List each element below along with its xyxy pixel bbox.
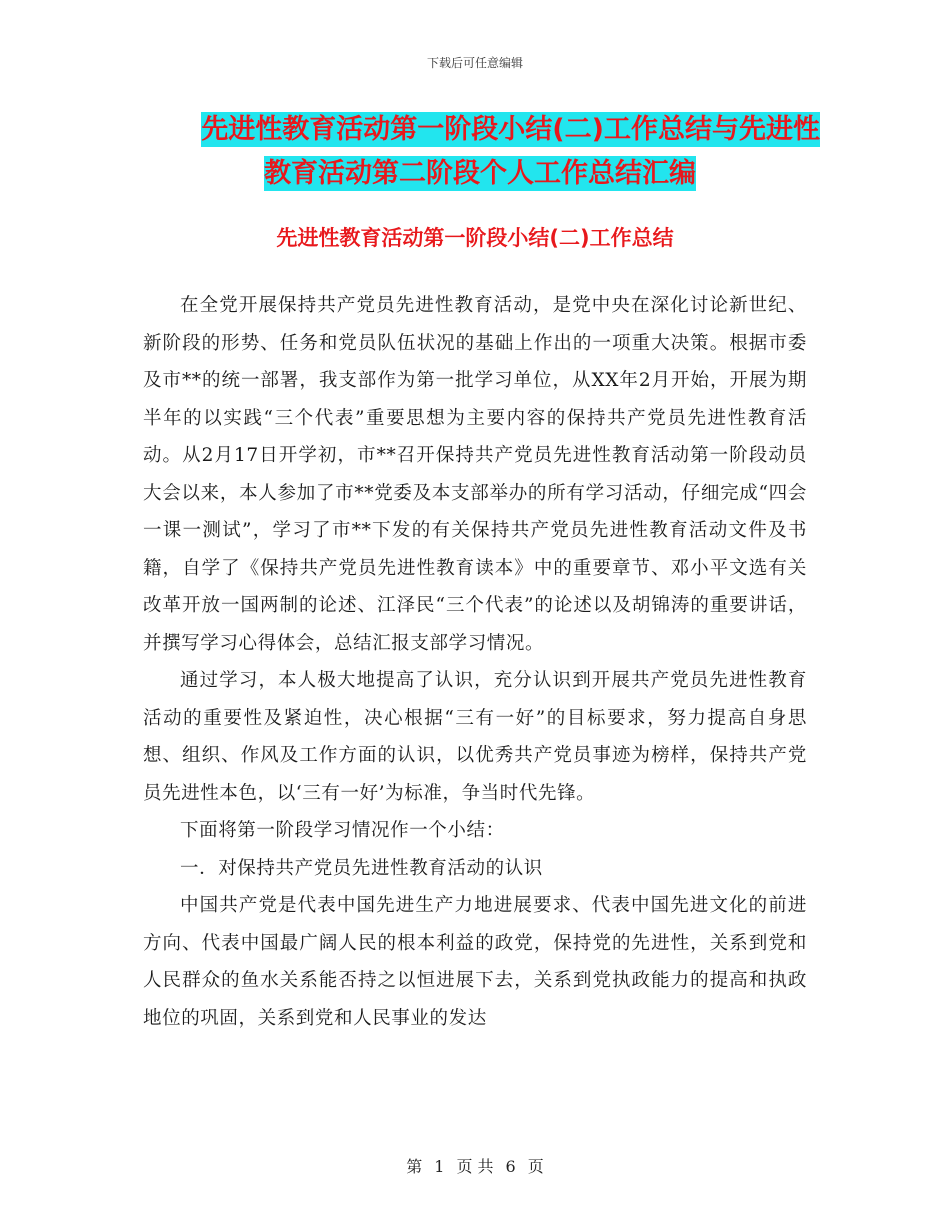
document-title-line-1-text: 先进性教育活动第一阶段小结(二)工作总结与先进性 xyxy=(201,114,820,145)
section-heading: 一．对保持共产党员先进性教育活动的认识 xyxy=(180,857,543,879)
document-title-line-2 xyxy=(140,152,820,196)
page-current: 1 xyxy=(434,1157,445,1176)
page-footer xyxy=(0,1154,950,1177)
document-title-line-1 xyxy=(140,108,820,152)
paragraph: 下面将第一阶段学习情况作一个小结： xyxy=(180,820,505,841)
page-prefix: 第 xyxy=(406,1157,423,1176)
header-note: 下载后可任意编辑 xyxy=(426,56,523,70)
page-suffix: 页 xyxy=(527,1157,544,1176)
paragraph: 中国共产党是代表中国先进生产力地进展要求、代表中国先进文化的前进方向、代表中国最广阔人民的根本利益的政党，保持党的先进性，关系到党和人民群众的鱼水关系能否持之以恒进展下去，关系到党执政能力的提高和执政地位的巩固，关系到党和人民事业的发达 xyxy=(143,895,807,1029)
page-total: 6 xyxy=(505,1157,516,1176)
paragraph: 通过学习，本人极大地提高了认识，充分认识到开展共产党员先进性教育活动的重要性及紧迫性，决心根据“三有一好”的目标要求，努力提高自身思想、组织、作风及工作方面的认识，以优秀共产党员事迹为榜样，保持共产党员先进性本色，以‘三有一好’为标准，争当时代先锋。 xyxy=(143,670,807,804)
document-title-line-2-text: 教育活动第二阶段个人工作总结汇编 xyxy=(264,158,696,189)
paragraph: 在全党开展保持共产党员先进性教育活动，是党中央在深化讨论新世纪、新阶段的形势、任务和党员队伍状况的基础上作出的一项重大决策。根据市委及市**的统一部署，我支部作为第一批学习单位，从XX年2月开始，开展为期半年的以实践“三个代表”重要思想为主要内容的保持共产党员先进性教育活动。从2月17日开学初，市**召开保持共产党员先进性教育活动第一阶段动员大会以来，本人参加了市**党委及本支部举办的所有学习活动，仔细完成“四会一课一测试”，学习了市**下发的有关保持共产党员先进性教育活动文件及书籍，自学了《保持共产党员先进性教育读本》中的重要章节、邓小平文选有关改革开放一国两制的论述、江泽民“三个代表”的论述以及胡锦涛的重要讲话，并撰写学习心得体会，总结汇报支部学习情况。 xyxy=(143,295,807,654)
section-title: 先进性教育活动第一阶段小结(二)工作总结 xyxy=(276,226,674,250)
document-body xyxy=(143,287,807,1037)
document-title xyxy=(140,108,820,196)
page-mid: 页 共 xyxy=(456,1157,494,1176)
